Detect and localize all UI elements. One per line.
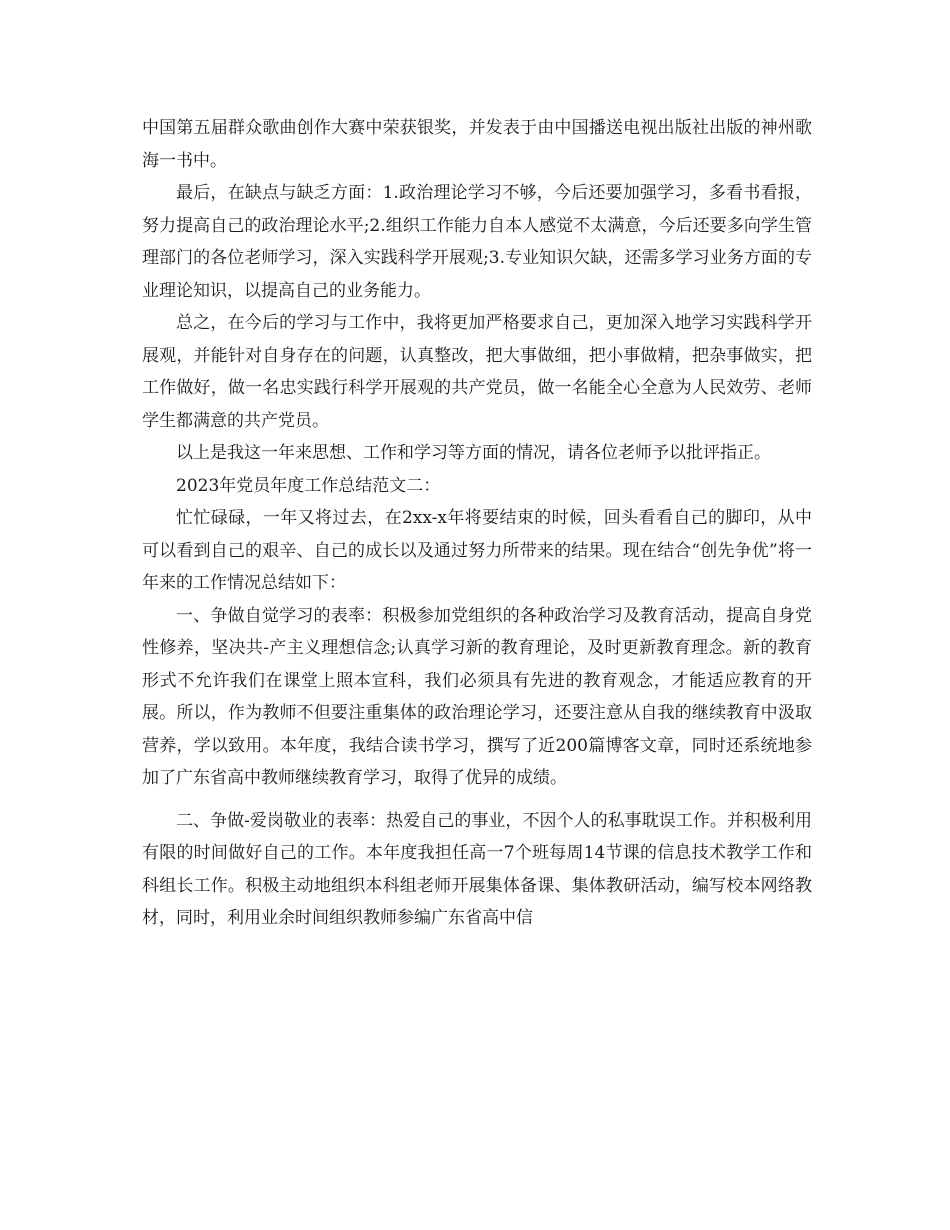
paragraph-point-two: 二、争做-爱岗敬业的表率：热爱自己的事业，不因个人的私事耽误工作。并积极利用有限的时间做好自己的工作。本年度我担任高一7个班每周14节课的信息技术教学工作和科组长工作。积极主动地组织本科组老师开展集体备课、集体教研活动，编写校本网络教材，同时，利用业余时间组织教师参编广东省高中信 xyxy=(142,810,812,928)
paragraph-conclusion: 总之，在今后的学习与工作中，我将更加严格要求自己，更加深入地学习实践科学开展观，并能针对自身存在的问题，认真整改，把大事做细，把小事做精，把杂事做实，把工作做好，做一名忠实践行科学开展观的共产党员，做一名能全心全意为人民效劳、老师学生都满意的共产党员。 xyxy=(142,313,812,431)
paragraph-shortcomings: 最后，在缺点与缺乏方面：1.政治理论学习不够，今后还要加强学习，多看书看报，努力提高自己的政治理论水平;2.组织工作能力自本人感觉不太满意，今后还要多向学生管理部门的各位老师学习，深入实践科学开展观;3.专业知识欠缺，还需多学习业务方面的专业理论知识，以提高自己的业务能力。 xyxy=(142,183,812,301)
paragraph-intro: 忙忙碌碌，一年又将过去，在2xx-x年将要结束的时候，回头看看自己的脚印，从中可以看到自己的艰辛、自己的成长以及通过努力所带来的结果。现在结合“创先争优”将一年来的工作情况总结如下： xyxy=(142,508,812,593)
paragraph-closing: 以上是我这一年来思想、工作和学习等方面的情况，请各位老师予以批评指正。 xyxy=(176,443,771,463)
section-heading-sample-two: 2023年党员年度工作总结范文二： xyxy=(176,475,441,496)
document-body xyxy=(142,112,812,935)
paragraph-continuation: 中国第五届群众歌曲创作大赛中荣获银奖，并发表于由中国播送电视出版社出版的神州歌海一书中。 xyxy=(142,118,812,171)
paragraph-point-one: 一、争做自觉学习的表率：积极参加党组织的各种政治学习及教育活动，提高自身党性修养，坚决共-产主义理想信念;认真学习新的教育理论，及时更新教育理念。新的教育形式不允许我们在课堂上照本宣科，我们必须具有先进的教育观念，才能适应教育的开展。所以，作为教师不但要注重集体的政治理论学习，还要注意从自我的继续教育中汲取营养，学以致用。本年度，我结合读书学习，撰写了近200篇博客文章，同时还系统地参加了广东省高中教师继续教育学习，取得了优异的成绩。 xyxy=(142,605,812,788)
